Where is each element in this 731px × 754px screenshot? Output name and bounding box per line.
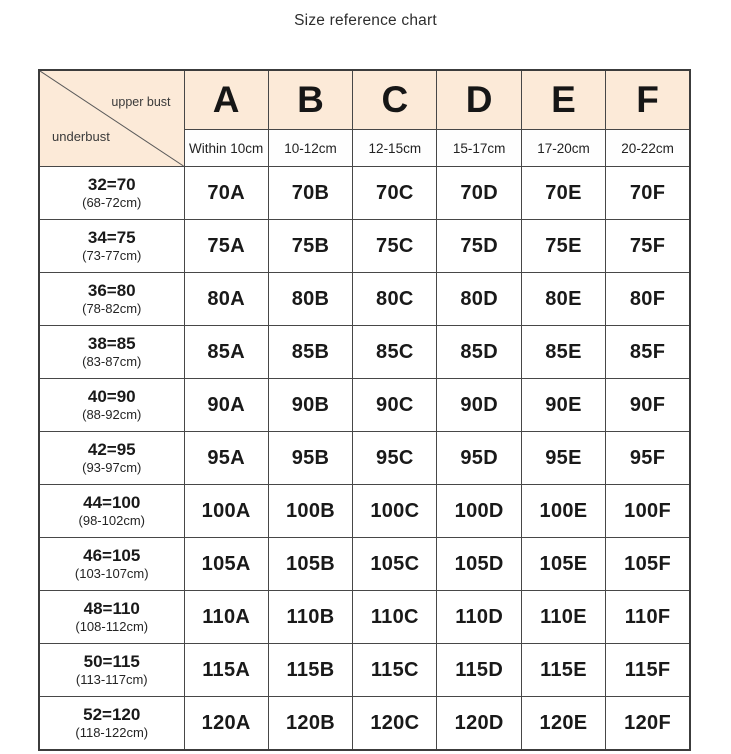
size-cell: 90F <box>606 379 690 432</box>
size-cell: 95E <box>521 432 605 485</box>
row-header-cell <box>39 591 184 644</box>
size-cell: 95C <box>353 432 437 485</box>
size-cell: 120F <box>606 697 690 751</box>
size-cell: 75A <box>184 220 268 273</box>
table-row <box>39 432 690 485</box>
size-cell: 75E <box>521 220 605 273</box>
size-cell: 90B <box>268 379 352 432</box>
underbust-size-label: 52=120 <box>83 705 141 725</box>
table-row <box>39 379 690 432</box>
size-cell: 105D <box>437 538 521 591</box>
size-cell: 90E <box>521 379 605 432</box>
underbust-range-label: (88-92cm) <box>82 406 142 422</box>
underbust-range-label: (78-82cm) <box>82 300 142 316</box>
column-letter-d: D <box>437 70 521 130</box>
size-cell: 95D <box>437 432 521 485</box>
underbust-size-label: 36=80 <box>87 281 136 301</box>
size-cell: 90D <box>437 379 521 432</box>
size-cell: 115C <box>353 644 437 697</box>
column-range-d: 15-17cm <box>437 130 521 167</box>
underbust-range-label: (68-72cm) <box>82 194 142 210</box>
size-cell: 100A <box>184 485 268 538</box>
row-header-cell <box>39 644 184 697</box>
size-cell: 100E <box>521 485 605 538</box>
underbust-size-label: 32=70 <box>87 175 136 195</box>
size-cell: 70B <box>268 167 352 220</box>
row-header-cell <box>39 432 184 485</box>
table-row <box>39 485 690 538</box>
size-cell: 120D <box>437 697 521 751</box>
size-reference-table <box>38 69 691 751</box>
underbust-size-label: 34=75 <box>87 228 136 248</box>
size-cell: 115E <box>521 644 605 697</box>
underbust-range-label: (93-97cm) <box>82 459 142 475</box>
corner-upper-bust-label: upper bust <box>111 95 171 109</box>
size-cell: 105F <box>606 538 690 591</box>
corner-header-cell <box>39 70 184 167</box>
size-cell: 85E <box>521 326 605 379</box>
size-cell: 110A <box>184 591 268 644</box>
underbust-range-label: (118-122cm) <box>75 724 149 740</box>
underbust-size-label: 48=110 <box>83 599 140 619</box>
corner-underbust-label: underbust <box>52 129 110 144</box>
size-cell: 115B <box>268 644 352 697</box>
diagonal-divider-line <box>40 71 184 166</box>
table-row <box>39 538 690 591</box>
underbust-size-label: 42=95 <box>87 440 136 460</box>
size-cell: 95F <box>606 432 690 485</box>
size-cell: 85F <box>606 326 690 379</box>
size-cell: 85C <box>353 326 437 379</box>
size-cell: 110F <box>606 591 690 644</box>
column-range-f: 20-22cm <box>606 130 690 167</box>
header-letter-row <box>39 70 690 130</box>
table-row <box>39 273 690 326</box>
size-cell: 75F <box>606 220 690 273</box>
table-body <box>39 167 690 751</box>
row-header-cell <box>39 379 184 432</box>
table-row <box>39 591 690 644</box>
size-cell: 80D <box>437 273 521 326</box>
size-cell: 110E <box>521 591 605 644</box>
underbust-range-label: (73-77cm) <box>82 247 142 263</box>
column-range-a: Within 10cm <box>184 130 268 167</box>
underbust-range-label: (108-112cm) <box>75 618 149 634</box>
size-cell: 105C <box>353 538 437 591</box>
size-cell: 110D <box>437 591 521 644</box>
size-cell: 80A <box>184 273 268 326</box>
size-cell: 100C <box>353 485 437 538</box>
size-cell: 115A <box>184 644 268 697</box>
underbust-size-label: 44=100 <box>83 493 141 513</box>
column-letter-b: B <box>268 70 352 130</box>
underbust-size-label: 50=115 <box>83 652 140 672</box>
table-row <box>39 326 690 379</box>
size-cell: 85D <box>437 326 521 379</box>
column-range-b: 10-12cm <box>268 130 352 167</box>
table-row <box>39 220 690 273</box>
column-letter-f: F <box>606 70 690 130</box>
underbust-size-label: 38=85 <box>87 334 136 354</box>
size-cell: 80F <box>606 273 690 326</box>
column-letter-a: A <box>184 70 268 130</box>
size-cell: 100D <box>437 485 521 538</box>
size-cell: 80E <box>521 273 605 326</box>
size-cell: 120A <box>184 697 268 751</box>
size-cell: 85A <box>184 326 268 379</box>
underbust-range-label: (103-107cm) <box>74 565 149 581</box>
page-title: Size reference chart <box>294 12 437 29</box>
underbust-size-label: 40=90 <box>87 387 136 407</box>
size-cell: 70C <box>353 167 437 220</box>
table-row <box>39 167 690 220</box>
size-cell: 120E <box>521 697 605 751</box>
row-header-cell <box>39 167 184 220</box>
size-cell: 95B <box>268 432 352 485</box>
size-cell: 80B <box>268 273 352 326</box>
row-header-cell <box>39 485 184 538</box>
size-cell: 70D <box>437 167 521 220</box>
size-cell: 70F <box>606 167 690 220</box>
size-cell: 105B <box>268 538 352 591</box>
size-cell: 75C <box>353 220 437 273</box>
size-cell: 110C <box>353 591 437 644</box>
size-cell: 115F <box>606 644 690 697</box>
column-range-e: 17-20cm <box>521 130 605 167</box>
size-cell: 120C <box>353 697 437 751</box>
size-cell: 80C <box>353 273 437 326</box>
size-cell: 120B <box>268 697 352 751</box>
underbust-range-label: (98-102cm) <box>78 512 145 528</box>
size-cell: 70E <box>521 167 605 220</box>
row-header-cell <box>39 220 184 273</box>
size-cell: 100B <box>268 485 352 538</box>
size-cell: 115D <box>437 644 521 697</box>
table-row <box>39 697 690 751</box>
row-header-cell <box>39 538 184 591</box>
size-cell: 70A <box>184 167 268 220</box>
row-header-cell <box>39 697 184 751</box>
row-header-cell <box>39 273 184 326</box>
size-cell: 75D <box>437 220 521 273</box>
underbust-range-label: (113-117cm) <box>75 671 148 687</box>
size-cell: 90C <box>353 379 437 432</box>
size-cell: 105E <box>521 538 605 591</box>
size-cell: 95A <box>184 432 268 485</box>
table-row <box>39 644 690 697</box>
underbust-range-label: (83-87cm) <box>82 353 142 369</box>
underbust-size-label: 46=105 <box>83 546 141 566</box>
column-range-c: 12-15cm <box>353 130 437 167</box>
row-header-cell <box>39 326 184 379</box>
size-cell: 85B <box>268 326 352 379</box>
column-letter-c: C <box>353 70 437 130</box>
size-cell: 105A <box>184 538 268 591</box>
size-cell: 75B <box>268 220 352 273</box>
size-cell: 90A <box>184 379 268 432</box>
size-cell: 110B <box>268 591 352 644</box>
column-letter-e: E <box>521 70 605 130</box>
size-cell: 100F <box>606 485 690 538</box>
